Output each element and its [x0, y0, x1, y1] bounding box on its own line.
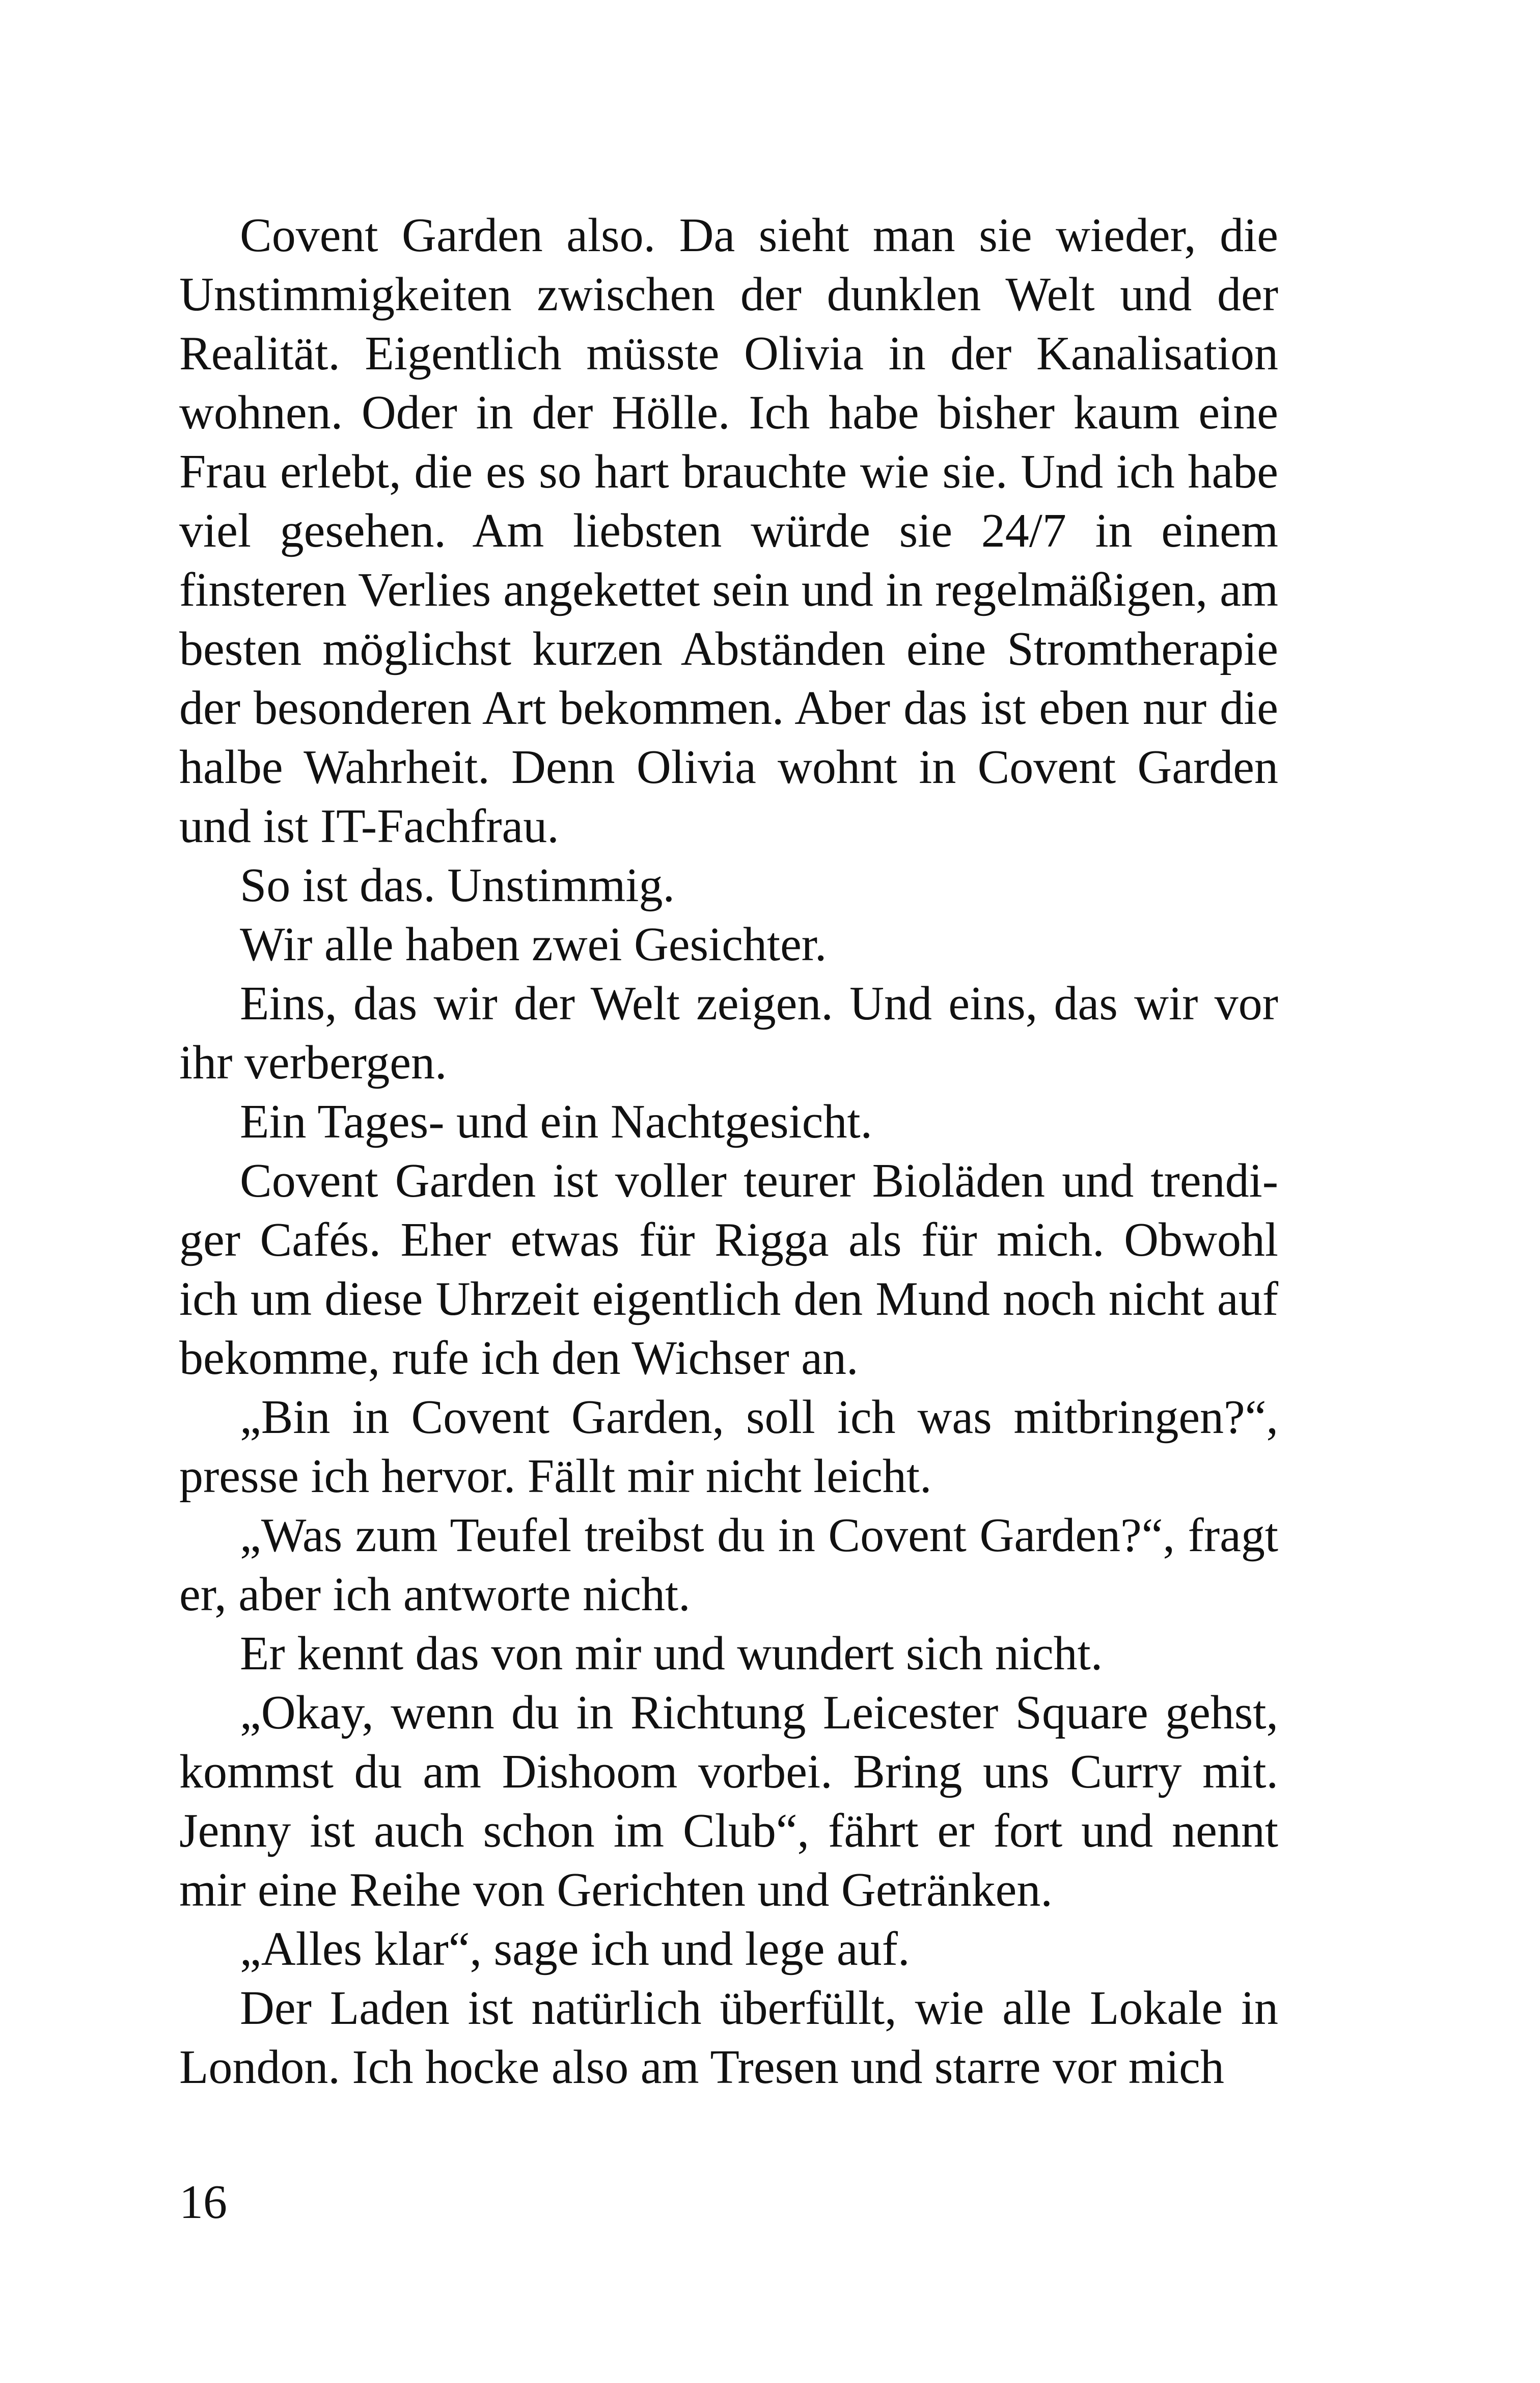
page-number: 16	[179, 2176, 227, 2229]
body-text	[179, 206, 1278, 2097]
paragraph: Covent Garden ist voller teurer Bioläden und trendiger Cafés. Eher etwas für Rigga als für mich. Obwohl ich um diese Uhrzeit eigentlich den Mund noch nicht auf bekomme, rufe ich den Wichser an.	[179, 1154, 1278, 1385]
paragraph: „Bin in Covent Garden, soll ich was mitbringen?“, presse ich hervor. Fällt mir nicht leicht.	[179, 1391, 1278, 1503]
paragraph: Ein Tages- und ein Nachtgesicht.	[240, 1095, 873, 1148]
paragraph: „Okay, wenn du in Richtung Leicester Square gehst, kommst du am Dishoom vorbei. Bring uns Curry mit. Jenny ist auch schon im Club“, fährt er fort und nennt mir eine Reihe von Gerichten und Getränken.	[179, 1686, 1278, 1916]
paragraph: Er kennt das von mir und wundert sich nicht.	[240, 1627, 1103, 1680]
paragraph: „Alles klar“, sage ich und lege auf.	[240, 1922, 910, 1975]
paragraph: So ist das. Unstimmig.	[240, 859, 675, 912]
paragraph: „Was zum Teufel treibst du in Covent Garden?“, fragt er, aber ich antworte nicht.	[179, 1509, 1278, 1621]
paragraph: Eins, das wir der Welt zeigen. Und eins, das wir vor ihr verbergen.	[179, 977, 1278, 1089]
paragraph: Der Laden ist natürlich überfüllt, wie alle Lokale in London. Ich hocke also am Tresen und starre vor mich	[179, 1982, 1278, 2094]
paragraph: Wir alle haben zwei Gesichter.	[240, 918, 827, 971]
paragraph: Covent Garden also. Da sieht man sie wieder, die Unstimmigkeiten zwischen der dunklen Welt und der Realität. Eigentlich müsste Olivia in der Kanalisation wohnen. Oder in der Hölle. Ich habe bisher kaum eine Frau erlebt, die es so hart brauchte wie sie. Und ich habe viel gesehen. Am liebsten würde sie 24/7 in einem finsteren Verlies angekettet sein und in regelmäßigen, am besten möglichst kurzen Abständen eine Stromtherapie der besonderen Art bekommen. Aber das ist eben nur die halbe Wahrheit. Denn Olivia wohnt in Covent Garden und ist IT-Fachfrau.	[179, 209, 1278, 853]
